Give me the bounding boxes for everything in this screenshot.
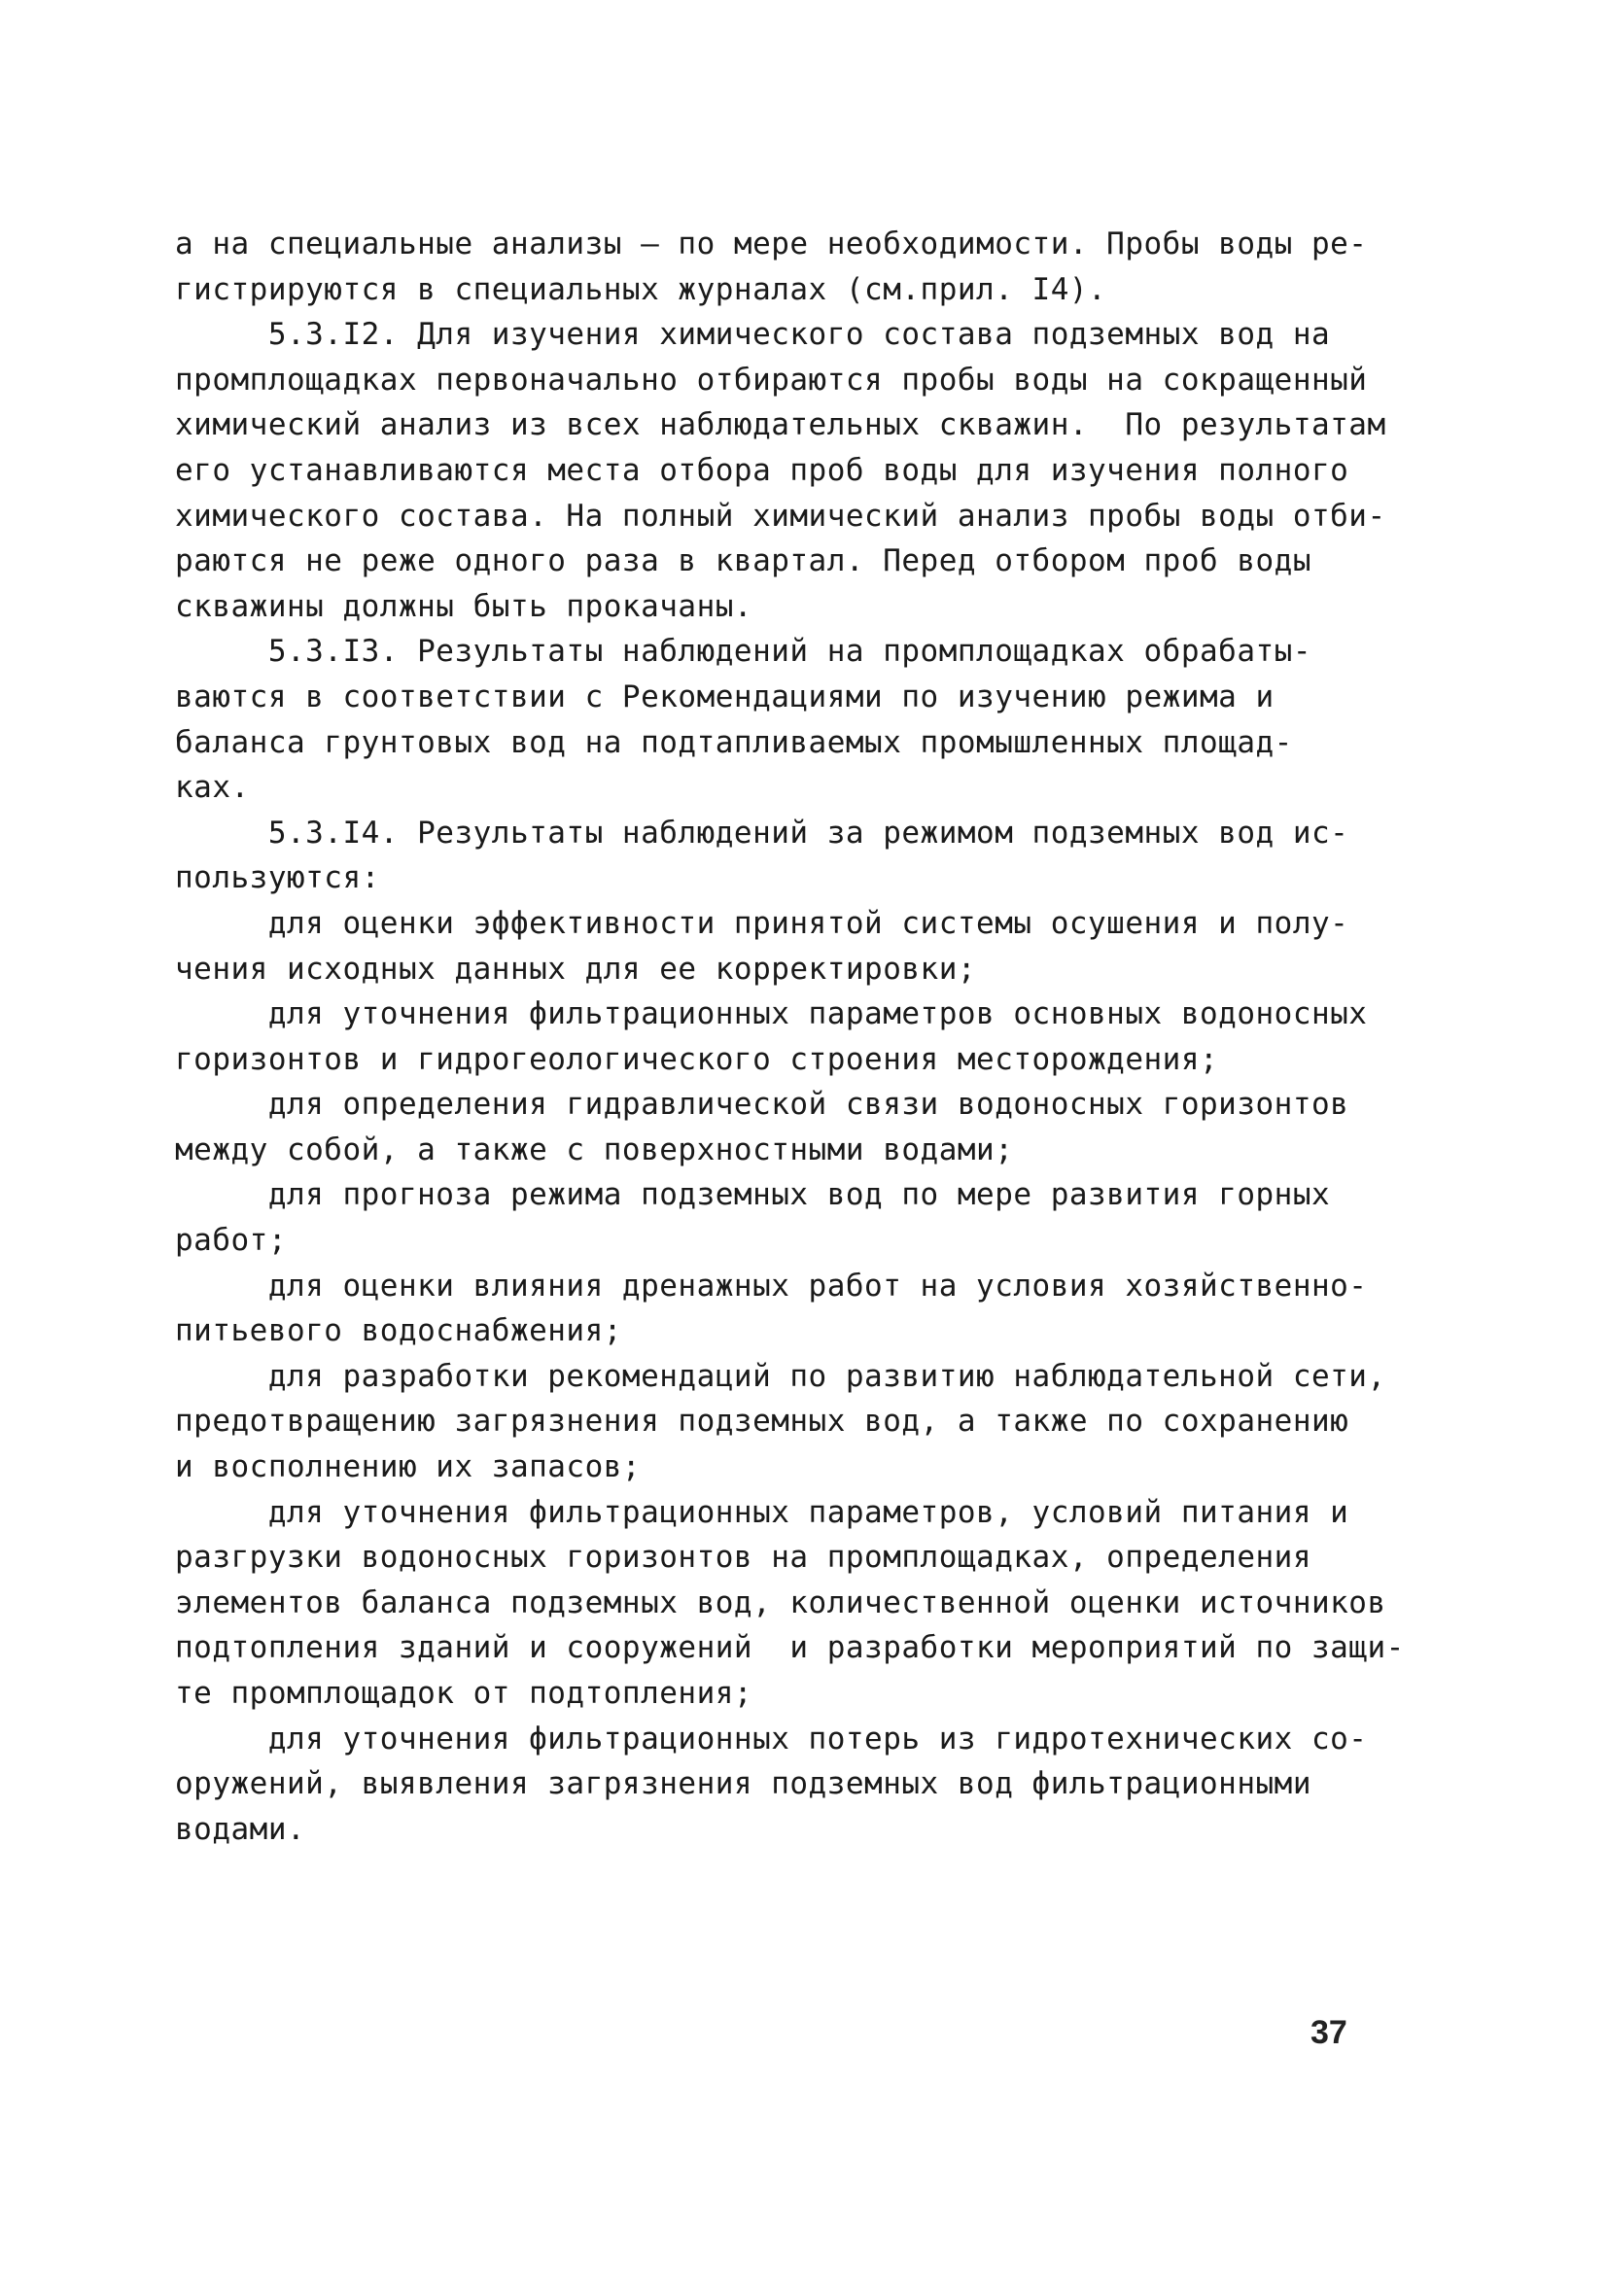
text-line: для оценки влияния дренажных работ на условия хозяйственно- — [175, 1268, 1368, 1304]
body-text — [175, 222, 1439, 1852]
text-line: для уточнения фильтрационных параметров основных водоносных — [175, 996, 1368, 1032]
page-number: 37 — [1310, 2014, 1347, 2051]
text-line: гистрируются в специальных журналах (см.прил. I4). — [175, 271, 1107, 307]
text-line: подтопления зданий и сооружений и разработки мероприятий по защи- — [175, 1630, 1405, 1666]
text-line: для разработки рекомендаций по развитию наблюдательной сети, — [175, 1358, 1386, 1394]
text-line: его устанавливаются места отбора проб воды для изучения полного — [175, 452, 1349, 488]
text-line: оружений, выявления загрязнения подземных вод фильтрационными — [175, 1766, 1311, 1802]
text-line: а на специальные анализы – по мере необходимости. Пробы воды ре- — [175, 226, 1368, 261]
text-line: раются не реже одного раза в квартал. Перед отбором проб воды — [175, 543, 1311, 579]
text-line: горизонтов и гидрогеологического строения месторождения; — [175, 1041, 1219, 1077]
text-line: работ; — [175, 1223, 287, 1259]
text-line: промплощадках первоначально отбираются пробы воды на сокращенный — [175, 362, 1368, 398]
text-line: пользуются: — [175, 860, 380, 896]
text-line: ках. — [175, 770, 250, 806]
text-line: питьевого водоснабжения; — [175, 1313, 622, 1349]
text-line: элементов баланса подземных вод, количественной оценки источников — [175, 1584, 1386, 1620]
text-line: между собой, а также с поверхностными водами; — [175, 1131, 1014, 1167]
text-line: те промплощадок от подтопления; — [175, 1676, 753, 1711]
text-line: для уточнения фильтрационных параметров, условий питания и — [175, 1494, 1349, 1530]
text-line: ваются в соответствии с Рекомендациями по изучению режима и — [175, 678, 1275, 714]
text-line: для определения гидравлической связи водоносных горизонтов — [175, 1087, 1349, 1123]
text-line: водами. — [175, 1811, 306, 1847]
text-line: скважины должны быть прокачаны. — [175, 588, 753, 624]
text-line: 5.3.I2. Для изучения химического состава подземных вод на — [175, 317, 1331, 353]
text-line: баланса грунтовых вод на подтапливаемых промышленных площад- — [175, 724, 1293, 760]
text-line: для уточнения фильтрационных потерь из гидротехнических со- — [175, 1721, 1368, 1757]
text-line: 5.3.I4. Результаты наблюдений за режимом подземных вод ис- — [175, 815, 1349, 851]
text-line: предотвращению загрязнения подземных вод, а также по сохранению — [175, 1404, 1349, 1440]
text-line: химического состава. На полный химический анализ пробы воды отби- — [175, 498, 1386, 534]
text-line: для оценки эффективности принятой системы осушения и полу- — [175, 905, 1349, 941]
text-line: разгрузки водоносных горизонтов на промплощадках, определения — [175, 1540, 1311, 1576]
text-line: 5.3.I3. Результаты наблюдений на промплощадках обрабаты- — [175, 634, 1311, 670]
text-line: химический анализ из всех наблюдательных скважин. По результатам — [175, 407, 1386, 443]
text-line: и восполнению их запасов; — [175, 1449, 642, 1485]
text-line: для прогноза режима подземных вод по мере развития горных — [175, 1177, 1331, 1213]
text-line: чения исходных данных для ее корректировки; — [175, 951, 977, 987]
